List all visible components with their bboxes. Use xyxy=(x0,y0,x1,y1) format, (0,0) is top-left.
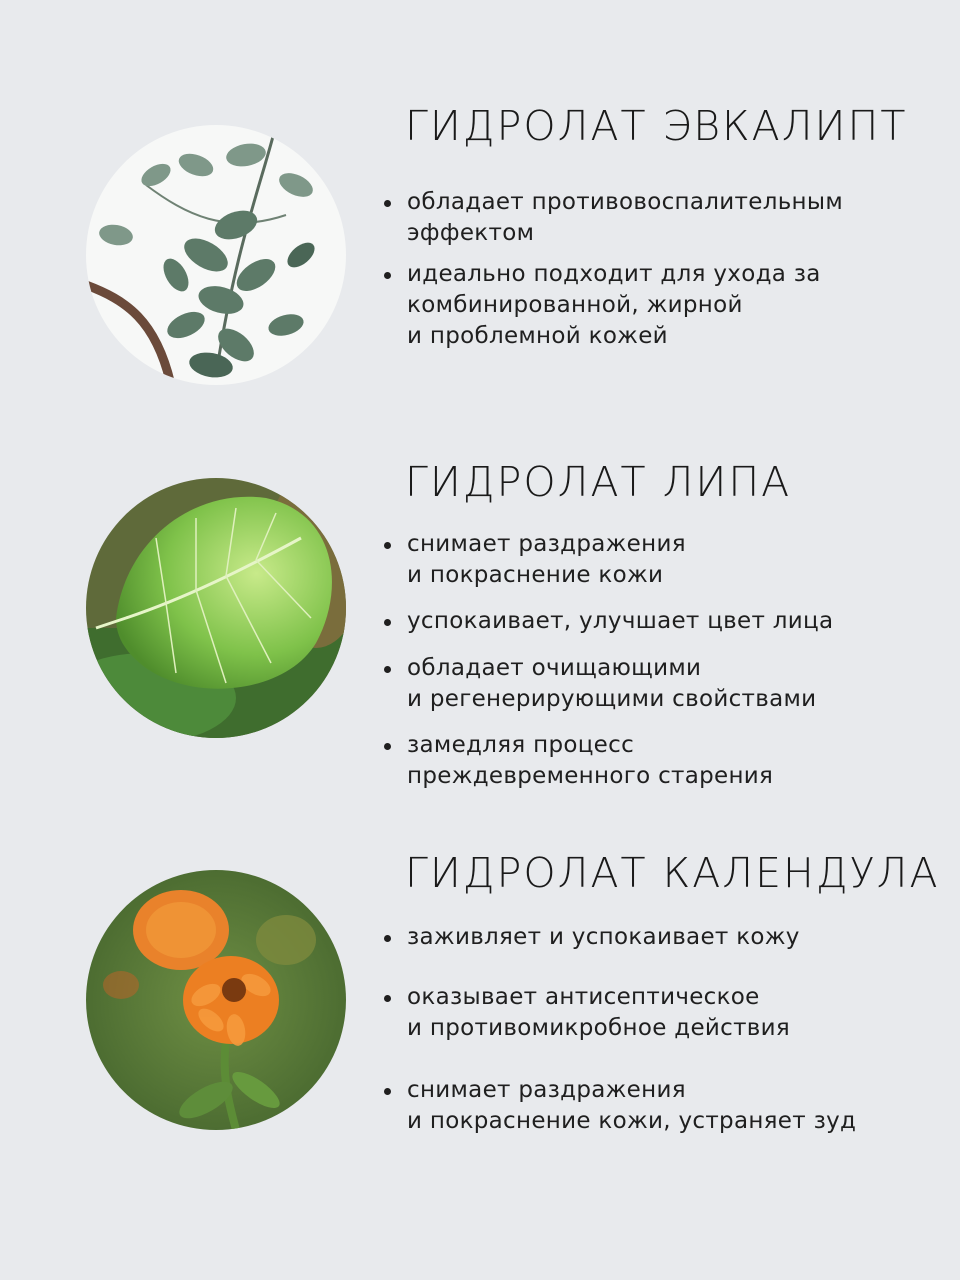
section-title: ГИДРОЛАТ КАЛЕНДУЛА xyxy=(405,849,940,897)
bullet-list xyxy=(384,529,833,792)
section-title: ГИДРОЛАТ ЭВКАЛИПТ xyxy=(405,102,908,150)
section-title: ГИДРОЛАТ ЛИПА xyxy=(405,458,792,506)
bullet-list xyxy=(384,187,843,352)
bullet-list xyxy=(384,922,856,1137)
bullet-item: оказывает антисептическое и противомикробное действия xyxy=(384,982,856,1044)
linden-photo xyxy=(86,478,346,738)
bullet-item: снимает раздражения и покраснение кожи, устраняет зуд xyxy=(384,1075,856,1137)
bullet-item: обладает очищающими и регенерирующими свойствами xyxy=(384,653,833,715)
bullet-item: обладает противовоспалительным эффектом xyxy=(384,187,843,249)
bullet-item: идеально подходит для ухода за комбинированной, жирной и проблемной кожей xyxy=(384,259,843,352)
bullet-item: замедляя процесс преждевременного старения xyxy=(384,730,833,792)
calendula-photo xyxy=(86,870,346,1130)
bullet-item: снимает раздражения и покраснение кожи xyxy=(384,529,833,591)
bullet-item: успокаивает, улучшает цвет лица xyxy=(384,606,833,637)
bullet-item: заживляет и успокаивает кожу xyxy=(384,922,856,953)
eucalyptus-photo xyxy=(86,125,346,385)
